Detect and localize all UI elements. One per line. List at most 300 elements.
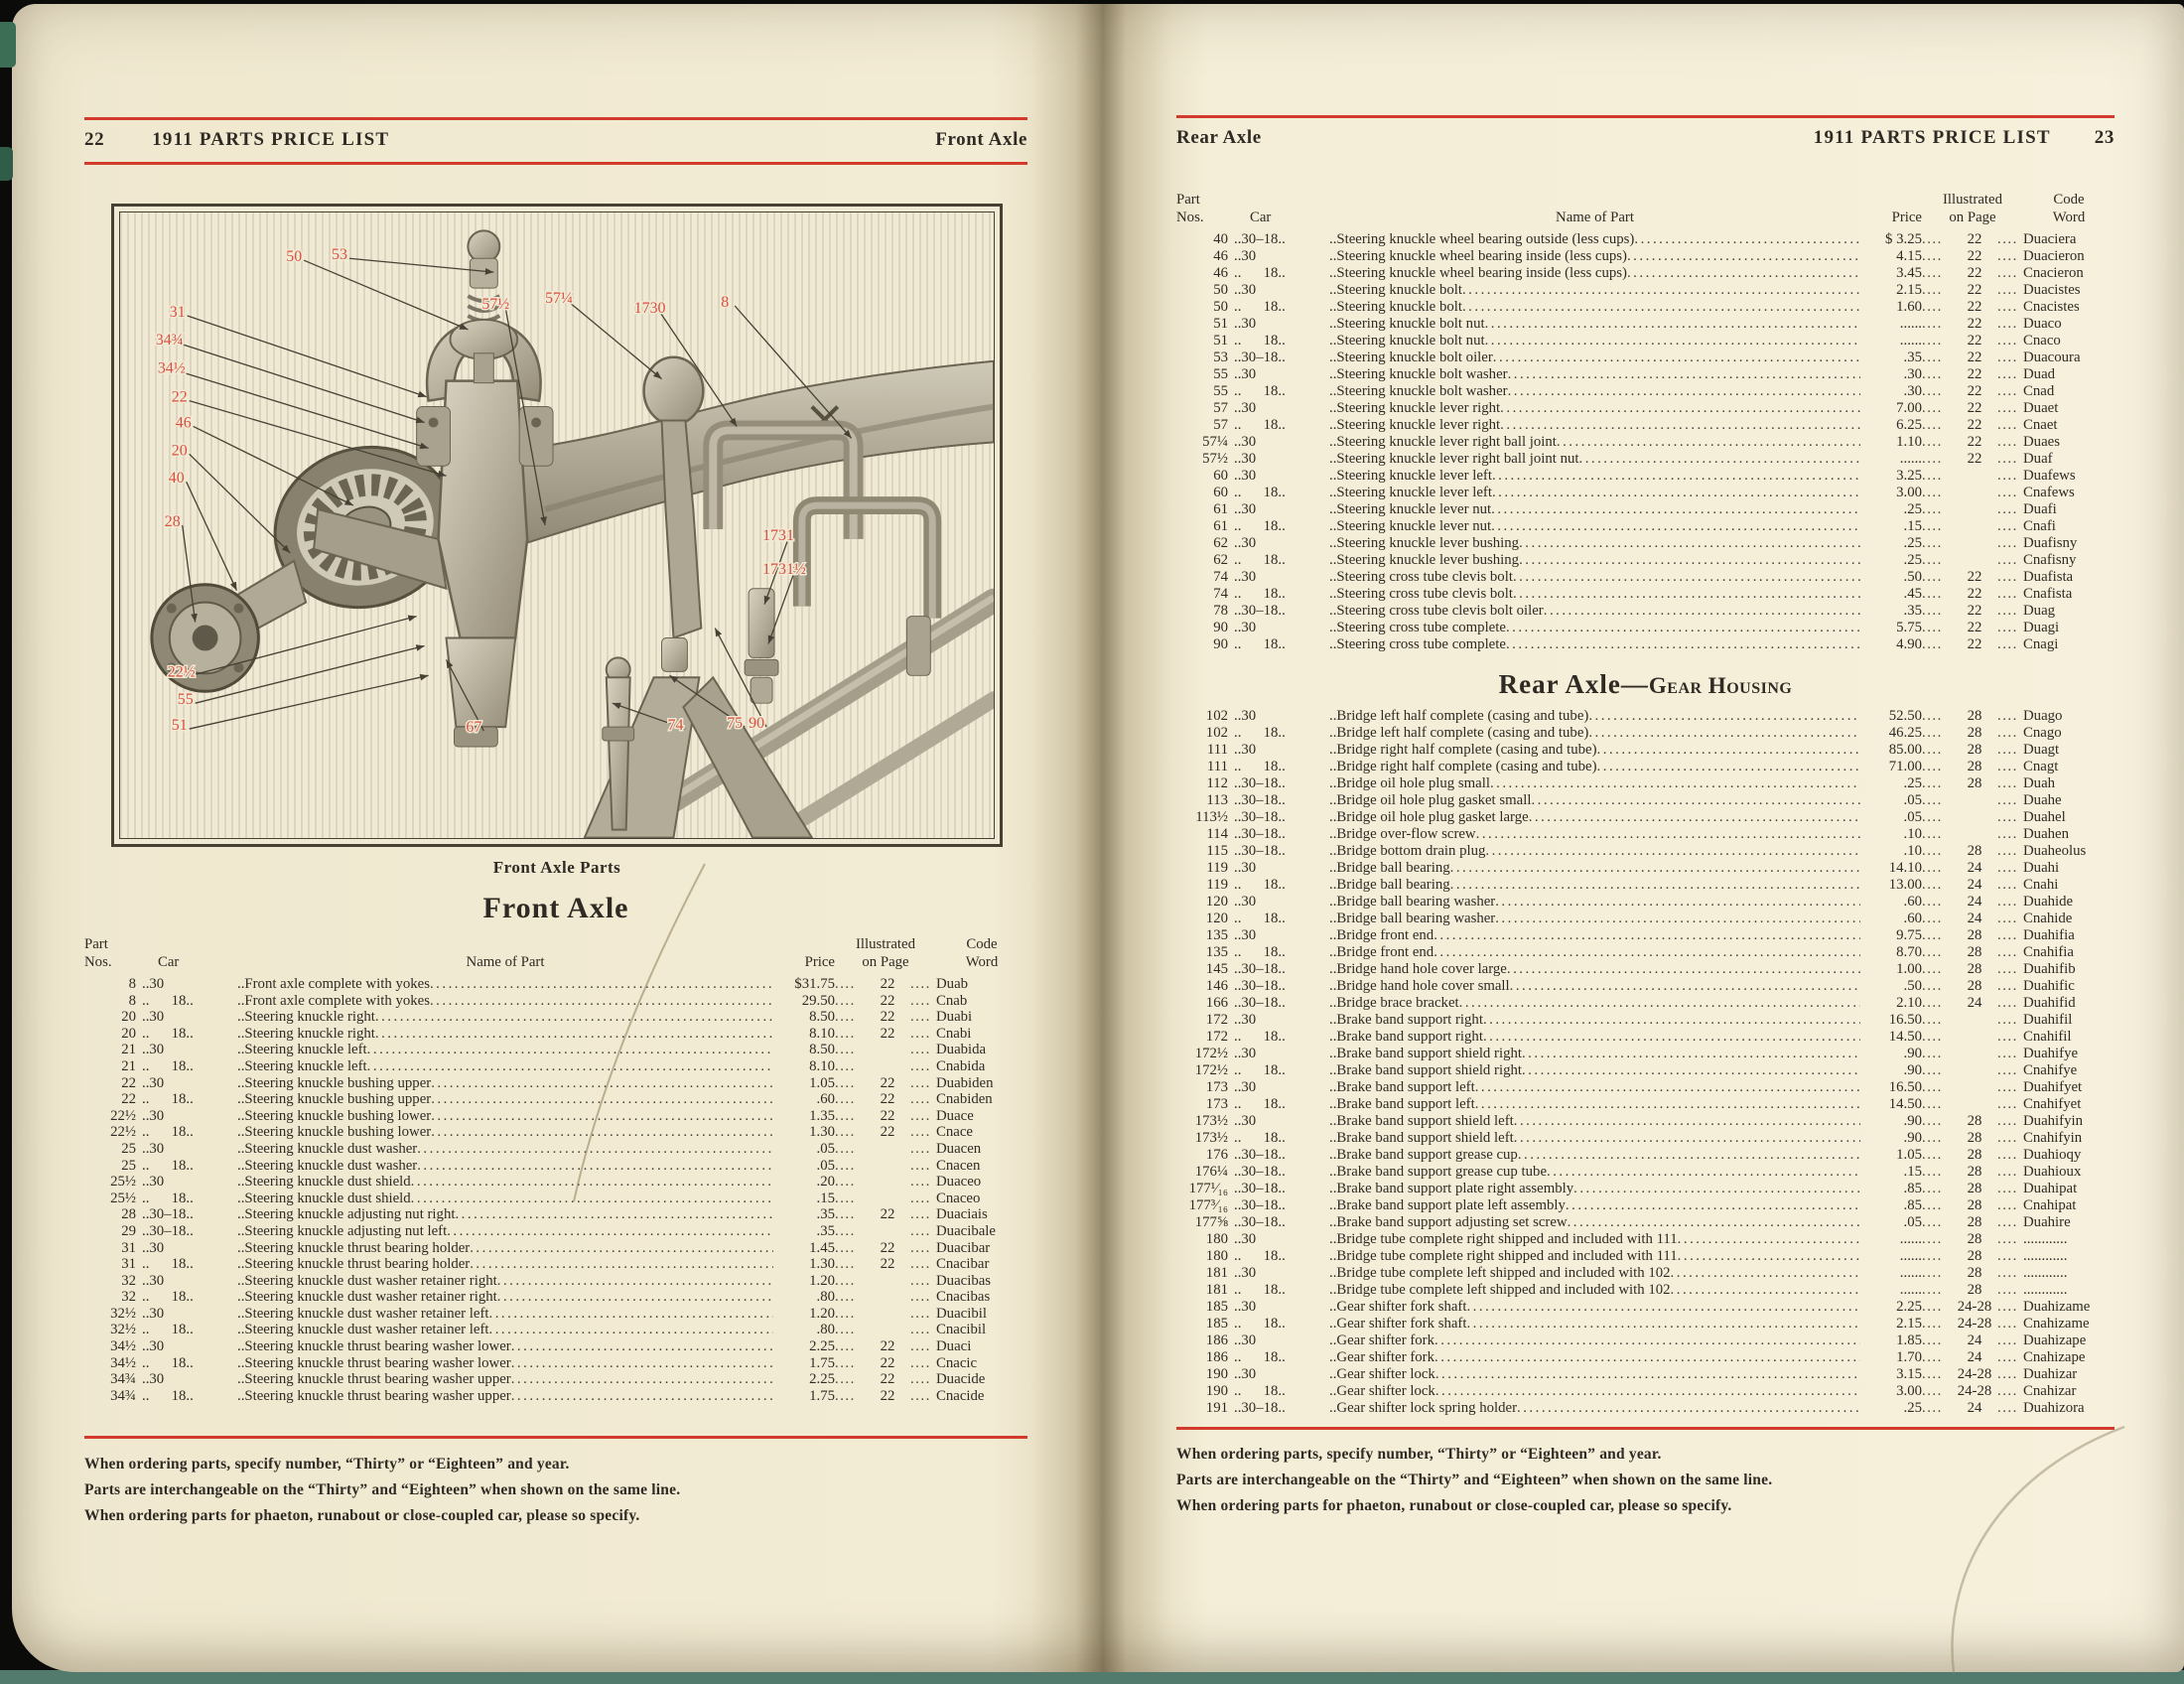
- part-name-cell: [1329, 1113, 1860, 1130]
- dot-leader: [1531, 792, 1860, 809]
- part-name: ..Bridge ball bearing: [1329, 877, 1450, 893]
- part-no-cell: 166: [1205, 995, 1228, 1011]
- dot-leader: [511, 1338, 773, 1355]
- price-cell: 6.25: [1896, 417, 1922, 433]
- car-cell: ..30: [142, 1239, 165, 1256]
- part-no-cell: 186: [1205, 1349, 1228, 1365]
- dot-leader: [1506, 636, 1860, 653]
- table-row: [1176, 1096, 2115, 1113]
- car-cell: ..30: [142, 1305, 165, 1322]
- price-cell: .45: [1903, 586, 1922, 602]
- dots-separator: ....: [1997, 1400, 2018, 1416]
- dots-separator: ....: [1997, 1079, 2018, 1095]
- table-row: [1176, 1248, 2115, 1265]
- part-no-cell: 114: [1206, 826, 1228, 842]
- callout-label: 20: [171, 442, 188, 460]
- dots-separator: ....: [1997, 350, 2018, 365]
- car-cell: .. 18..: [1234, 586, 1286, 602]
- table-row: [1176, 468, 2115, 485]
- part-no-cell: 20: [121, 1025, 136, 1042]
- dots-separator: ....: [1997, 978, 2018, 994]
- dots-separator: ....: [835, 1354, 856, 1371]
- dots-separator: ....: [1997, 1062, 2018, 1078]
- illustrated-page-cell: 22: [1967, 282, 1982, 298]
- code-word-cell: Duabida: [936, 1042, 987, 1058]
- dots-separator: ....: [910, 1190, 931, 1206]
- car-cell: ..30–18..: [1234, 809, 1286, 825]
- table-row: [84, 1289, 1027, 1306]
- table-row: [1176, 350, 2115, 366]
- dots-separator: ....: [1922, 809, 1943, 825]
- price-cell: 1.45: [809, 1239, 835, 1256]
- price-cell: 1.20: [809, 1272, 835, 1289]
- dots-separator: ....: [1922, 636, 1943, 652]
- dots-separator: ....: [1997, 911, 2018, 926]
- car-cell: .. 18..: [1234, 1096, 1286, 1112]
- price-cell: .80: [816, 1289, 835, 1306]
- part-name: ..Steering knuckle bolt washer: [1329, 383, 1508, 399]
- car-cell: ..30: [142, 1371, 165, 1388]
- car-cell: ..30: [142, 1140, 165, 1157]
- dot-leader: [1514, 1130, 1860, 1147]
- footer-rule: [84, 1436, 1027, 1439]
- dots-separator: ....: [1922, 826, 1943, 842]
- dots-separator: ....: [1997, 1046, 2018, 1061]
- dot-leader: [1627, 248, 1860, 265]
- dot-leader: [411, 1174, 773, 1191]
- dots-separator: ....: [910, 1371, 931, 1388]
- part-name: ..Steering knuckle lever left: [1329, 468, 1492, 484]
- part-no-cell: 177³⁄₁₆: [1188, 1197, 1228, 1213]
- dot-leader: [1678, 1248, 1860, 1265]
- price-cell: .25: [1903, 775, 1922, 791]
- illustrated-page-cell: 22: [1967, 434, 1982, 450]
- table-row: [1176, 366, 2115, 383]
- table-row: [84, 1091, 1027, 1108]
- footnote-line: Parts are interchangeable on the “Thirty” and “Eighteen” when shown on the same line.: [84, 1481, 681, 1498]
- part-no-cell: 32½: [110, 1305, 136, 1322]
- part-name: ..Bridge right half complete (casing and tube): [1329, 742, 1597, 758]
- table-row: [1176, 759, 2115, 775]
- code-word-cell: Duahe: [2023, 792, 2062, 808]
- car-cell: ..30–18..: [142, 1222, 194, 1239]
- part-name-cell: [1329, 265, 1860, 282]
- price-cell: $ 3.25: [1885, 231, 1922, 247]
- dots-separator: ....: [1997, 1029, 2018, 1045]
- table-row: [1176, 417, 2115, 434]
- dots-separator: ....: [1922, 231, 1943, 247]
- part-no-cell: 25½: [110, 1174, 136, 1191]
- part-name-cell: [237, 1338, 773, 1355]
- dots-separator: ....: [1997, 603, 2018, 619]
- dots-separator: ....: [1922, 725, 1943, 741]
- dots-separator: ....: [910, 1387, 931, 1404]
- code-word-cell: Duahizame: [2023, 1299, 2091, 1315]
- dot-leader: [1493, 350, 1860, 366]
- part-no-cell: 172½: [1194, 1046, 1228, 1061]
- part-no-cell: 53: [1213, 350, 1228, 365]
- table-row: [1176, 1400, 2115, 1417]
- dot-leader: [1579, 451, 1861, 468]
- car-cell: ..30: [1234, 501, 1257, 517]
- price-cell: 1.10: [1896, 434, 1922, 450]
- illustrated-page-cell: 22: [880, 1354, 895, 1371]
- part-name: ..Steering knuckle bolt washer: [1329, 366, 1508, 382]
- code-word-cell: Duacibar: [936, 1239, 991, 1256]
- part-name-cell: [237, 1042, 773, 1058]
- price-cell: .35: [1903, 350, 1922, 365]
- col-illus-line2: on Page: [862, 954, 909, 970]
- dot-leader: [1435, 1366, 1860, 1383]
- car-cell: .. 18..: [1234, 1130, 1286, 1146]
- part-name: ..Bridge oil hole plug gasket small: [1329, 792, 1532, 808]
- code-word-cell: Duahifid: [2023, 995, 2076, 1011]
- callout-label: 22: [171, 388, 188, 406]
- table-row: [1176, 569, 2115, 586]
- table-row: [84, 1355, 1027, 1372]
- price-cell: 13.00: [1888, 877, 1922, 893]
- dots-separator: ....: [910, 1222, 931, 1239]
- dot-leader: [1678, 1231, 1860, 1248]
- code-word-cell: Duafi: [2023, 501, 2057, 517]
- col-illus-line1: Illustrated: [1943, 192, 2002, 208]
- illustrated-page-cell: 28: [1967, 1181, 1982, 1196]
- dot-leader: [1508, 383, 1860, 400]
- part-name: ..Steering knuckle wheel bearing inside (less cups): [1329, 248, 1627, 264]
- dots-separator: ....: [1922, 1096, 1943, 1112]
- dots-separator: ....: [835, 1272, 856, 1289]
- dot-leader: [1475, 1096, 1860, 1113]
- part-name-cell: [1329, 1333, 1860, 1349]
- col-code-line2: Word: [965, 954, 999, 970]
- code-word-cell: Cnahi: [2023, 877, 2059, 893]
- dots-separator: ....: [1922, 248, 1943, 264]
- price-cell: 14.50: [1888, 1029, 1922, 1045]
- dot-leader: [430, 976, 773, 993]
- part-no-cell: 113: [1206, 792, 1228, 808]
- car-cell: .. 18..: [1234, 1383, 1286, 1399]
- dots-separator: ....: [1922, 535, 1943, 551]
- dot-leader: [511, 1355, 773, 1372]
- dots-separator: ....: [835, 1387, 856, 1404]
- price-cell: 2.15: [1896, 282, 1922, 298]
- part-name-cell: [1329, 248, 1860, 265]
- dots-separator: ....: [1922, 1265, 1943, 1281]
- part-no-cell: 176: [1205, 1147, 1228, 1163]
- index-tab: [0, 147, 13, 181]
- part-no-cell: 181: [1205, 1265, 1228, 1281]
- table-row: [84, 1158, 1027, 1175]
- dots-separator: ....: [1997, 535, 2018, 551]
- callout-label: 50: [286, 248, 303, 266]
- dots-separator: ....: [835, 1322, 856, 1338]
- dot-leader: [1495, 911, 1860, 927]
- illustrated-page-cell: 28: [1967, 961, 1982, 977]
- illustrated-page-cell: 28: [1967, 843, 1982, 859]
- dots-separator: ....: [835, 1157, 856, 1174]
- part-name: ..Bridge tube complete left shipped and included with 102: [1329, 1282, 1671, 1298]
- illustrated-page-cell: 22: [1967, 451, 1982, 467]
- code-word-cell: Duafisny: [2023, 535, 2078, 551]
- part-name: ..Brake band support right: [1329, 1012, 1483, 1028]
- table-row: [1176, 1265, 2115, 1282]
- illustrated-page-cell: 28: [1967, 759, 1982, 774]
- price-cell: 8.70: [1896, 944, 1922, 960]
- price-cell: .60: [1903, 911, 1922, 926]
- dots-separator: ....: [1997, 826, 2018, 842]
- table-row: [84, 1338, 1027, 1355]
- dots-separator: ....: [1922, 1231, 1943, 1247]
- code-word-cell: Duabiden: [936, 1074, 994, 1091]
- section-name: Front Axle: [935, 129, 1027, 150]
- illustrated-page-cell: 22: [880, 1025, 895, 1042]
- part-name: ..Bridge front end: [1329, 944, 1434, 960]
- illustrated-page-cell: 24: [1967, 860, 1982, 876]
- part-name-cell: [1329, 518, 1860, 535]
- code-word-cell: Cnahizape: [2023, 1349, 2086, 1365]
- dots-separator: ....: [1922, 350, 1943, 365]
- car-cell: .. 18..: [142, 1091, 194, 1108]
- code-word-cell: Duad: [2023, 366, 2056, 382]
- table-row: [1176, 860, 2115, 877]
- col-part-line2: Nos.: [84, 954, 112, 970]
- header-rule-top: [84, 117, 1027, 120]
- part-name: ..Steering knuckle dust washer retainer left: [237, 1322, 489, 1338]
- part-no-cell: 173½: [1194, 1130, 1228, 1146]
- dot-leader: [1508, 366, 1860, 383]
- part-no-cell: 119: [1206, 860, 1228, 876]
- car-cell: .. 18..: [1234, 1062, 1286, 1078]
- dots-separator: ....: [835, 1174, 856, 1191]
- car-cell: .. 18..: [1234, 1316, 1286, 1332]
- price-cell: 1.35: [809, 1107, 835, 1124]
- table-surface: [0, 1670, 2184, 1684]
- part-no-cell: 46: [1213, 265, 1228, 281]
- price-cell: 29.50: [801, 992, 835, 1009]
- code-word-cell: ............: [2023, 1248, 2068, 1264]
- table-row: [1176, 894, 2115, 911]
- figure-caption: Front Axle Parts: [492, 858, 621, 877]
- dots-separator: ....: [1922, 1147, 1943, 1163]
- dots-separator: ....: [1922, 708, 1943, 724]
- table-row: [1176, 1366, 2115, 1383]
- dots-separator: ....: [1922, 400, 1943, 416]
- dots-separator: ....: [1997, 1181, 2018, 1196]
- rear-axle-table: [1176, 191, 2115, 1417]
- price-cell: 3.45: [1896, 265, 1922, 281]
- dots-separator: ....: [1922, 1130, 1943, 1146]
- dot-leader: [1517, 1400, 1860, 1417]
- part-no-cell: 32½: [110, 1322, 136, 1338]
- price-cell: .85: [1903, 1181, 1922, 1196]
- code-word-cell: Duagi: [2023, 620, 2060, 635]
- code-word-cell: Duacistes: [2023, 282, 2081, 298]
- front-axle-table: [84, 935, 1027, 1404]
- part-name: ..Bridge right half complete (casing and tube): [1329, 759, 1597, 774]
- price-cell: 52.50: [1888, 708, 1922, 724]
- dots-separator: ....: [1997, 248, 2018, 264]
- code-word-cell: Cnahifye: [2023, 1062, 2078, 1078]
- illustrated-page-cell: 22: [1967, 231, 1982, 247]
- code-word-cell: Duafews: [2023, 468, 2076, 484]
- part-name-cell: [237, 1191, 773, 1207]
- dots-separator: ....: [1997, 383, 2018, 399]
- dot-leader: [375, 1009, 773, 1026]
- dot-leader: [1557, 434, 1860, 451]
- price-cell: .15: [1903, 1164, 1922, 1180]
- part-name: ..Steering knuckle wheel bearing outside (less cups): [1329, 231, 1635, 247]
- price-cell: 2.15: [1896, 1316, 1922, 1332]
- callout-label: 1730: [633, 299, 666, 317]
- dots-separator: ....: [1922, 995, 1943, 1011]
- part-no-cell: 34½: [110, 1354, 136, 1371]
- price-cell: .35: [816, 1222, 835, 1239]
- illustrated-page-cell: 22: [1967, 400, 1982, 416]
- callout-label: 57½: [481, 295, 510, 313]
- dots-separator: ....: [910, 1157, 931, 1174]
- dots-separator: ....: [1997, 1282, 2018, 1298]
- price-cell: .90: [1903, 1062, 1922, 1078]
- dot-leader: [1435, 1383, 1860, 1400]
- part-no-cell: 25: [121, 1140, 136, 1157]
- part-name: ..Steering knuckle bushing upper: [237, 1091, 432, 1108]
- code-word-cell: Cnacibil: [936, 1322, 987, 1338]
- dots-separator: ....: [1997, 775, 2018, 791]
- dot-leader: [431, 1075, 773, 1092]
- part-name: ..Gear shifter lock: [1329, 1383, 1435, 1399]
- car-cell: ..30: [1234, 468, 1257, 484]
- illustrated-page-cell: 28: [1967, 1214, 1982, 1230]
- dots-separator: ....: [1922, 383, 1943, 399]
- car-cell: ..30–18..: [1234, 792, 1286, 808]
- col-code-line1: Code: [2053, 192, 2085, 208]
- part-name-cell: [237, 1273, 773, 1290]
- part-name-cell: [1329, 1130, 1860, 1147]
- part-name-cell: [1329, 775, 1860, 792]
- part-name-cell: [1329, 1062, 1860, 1079]
- dots-separator: ....: [910, 1107, 931, 1124]
- dots-separator: ....: [1997, 1265, 2018, 1281]
- car-cell: .. 18..: [1234, 1248, 1286, 1264]
- illustrated-page-cell: 24-28: [1957, 1383, 1992, 1399]
- part-name: ..Brake band support left: [1329, 1079, 1475, 1095]
- part-name: ..Bridge over-flow screw: [1329, 826, 1476, 842]
- dots-separator: ....: [910, 1206, 931, 1223]
- dots-separator: ....: [910, 976, 931, 992]
- code-word-cell: Cnafi: [2023, 518, 2056, 534]
- dots-separator: ....: [1997, 501, 2018, 517]
- part-name-cell: [1329, 1383, 1860, 1400]
- part-name: ..Steering knuckle thrust bearing washer lower: [237, 1354, 511, 1371]
- dot-leader: [1485, 843, 1860, 860]
- part-no-cell: 61: [1213, 501, 1228, 517]
- code-word-cell: Duahifyin: [2023, 1113, 2083, 1129]
- part-name: ..Bridge front end: [1329, 927, 1434, 943]
- part-name: ..Bridge ball bearing washer: [1329, 894, 1496, 910]
- section-name: Rear Axle: [1176, 127, 1262, 148]
- table-row: [1176, 265, 2115, 282]
- price-cell: 5.75: [1896, 620, 1922, 635]
- part-no-cell: 173: [1205, 1096, 1228, 1112]
- illustrated-page-cell: 22: [880, 1091, 895, 1108]
- part-no-cell: 25: [121, 1157, 136, 1174]
- car-cell: ..30–18..: [1234, 350, 1286, 365]
- part-name: ..Steering knuckle thrust bearing washer lower: [237, 1338, 511, 1355]
- part-name-cell: [1329, 434, 1860, 451]
- part-no-cell: 31: [121, 1256, 136, 1273]
- dots-separator: ....: [1922, 1214, 1943, 1230]
- table-row: [1176, 586, 2115, 603]
- illustrated-page-cell: 22: [880, 1387, 895, 1404]
- car-cell: ..30–18..: [1234, 1164, 1286, 1180]
- dots-separator: ....: [1997, 1316, 2018, 1332]
- dot-leader: [1519, 552, 1860, 569]
- car-cell: .. 18..: [142, 1387, 194, 1404]
- illustrated-page-cell: 28: [1967, 978, 1982, 994]
- table-row: [1176, 434, 2115, 451]
- code-word-cell: Cnagi: [2023, 636, 2059, 652]
- dots-separator: ....: [910, 1091, 931, 1108]
- code-word-cell: Duahifye: [2023, 1046, 2079, 1061]
- part-name-cell: [1329, 1299, 1860, 1316]
- header-rule-bottom: [84, 162, 1027, 165]
- table-row: [1176, 1130, 2115, 1147]
- part-name-cell: [1329, 826, 1860, 843]
- car-cell: .. 18..: [142, 1354, 194, 1371]
- dots-separator: ....: [835, 1190, 856, 1206]
- dots-separator: ....: [1997, 1349, 2018, 1365]
- car-cell: ..30–18..: [1234, 1181, 1286, 1196]
- table-row: [1176, 995, 2115, 1012]
- part-name: ..Bridge oil hole plug small: [1329, 775, 1490, 791]
- dots-separator: ....: [1922, 860, 1943, 876]
- code-word-cell: Duacibas: [936, 1272, 992, 1289]
- part-no-cell: 180: [1205, 1231, 1228, 1247]
- price-cell: 8.50: [809, 1042, 835, 1058]
- footnote-line: When ordering parts for phaeton, runabout or close-coupled car, please so specify.: [1176, 1497, 1732, 1514]
- dot-leader: [1588, 708, 1860, 725]
- code-word-cell: Duahifia: [2023, 927, 2075, 943]
- code-word-cell: Cnahide: [2023, 911, 2073, 926]
- dot-leader: [1500, 417, 1860, 434]
- dot-leader: [1547, 1164, 1860, 1181]
- dots-separator: ....: [1922, 1282, 1943, 1298]
- dots-separator: ....: [1922, 265, 1943, 281]
- table-row: [84, 993, 1027, 1010]
- dot-leader: [431, 1124, 773, 1141]
- part-no-cell: 120: [1205, 911, 1228, 926]
- code-word-cell: Cnahipat: [2023, 1197, 2077, 1213]
- code-word-cell: Duabi: [936, 1009, 973, 1026]
- price-cell: .25: [1903, 552, 1922, 568]
- price-cell: 1.05: [809, 1074, 835, 1091]
- illustrated-page-cell: 22: [880, 1009, 895, 1026]
- table-body: [1176, 231, 2115, 653]
- part-no-cell: 177¹⁄₁₆: [1188, 1181, 1228, 1196]
- dots-separator: ....: [1997, 485, 2018, 500]
- dots-separator: ....: [1922, 299, 1943, 315]
- code-word-cell: Cnacibar: [936, 1256, 990, 1273]
- price-cell: ......: [1899, 451, 1922, 467]
- table-row: [1176, 535, 2115, 552]
- part-name: ..Steering knuckle lever bushing: [1329, 535, 1520, 551]
- dots-separator: ....: [1997, 995, 2018, 1011]
- dots-separator: ....: [1922, 944, 1943, 960]
- code-word-cell: Duacide: [936, 1371, 986, 1388]
- dots-separator: ....: [1997, 792, 2018, 808]
- code-word-cell: Duab: [936, 976, 969, 992]
- part-name-cell: [1329, 927, 1860, 944]
